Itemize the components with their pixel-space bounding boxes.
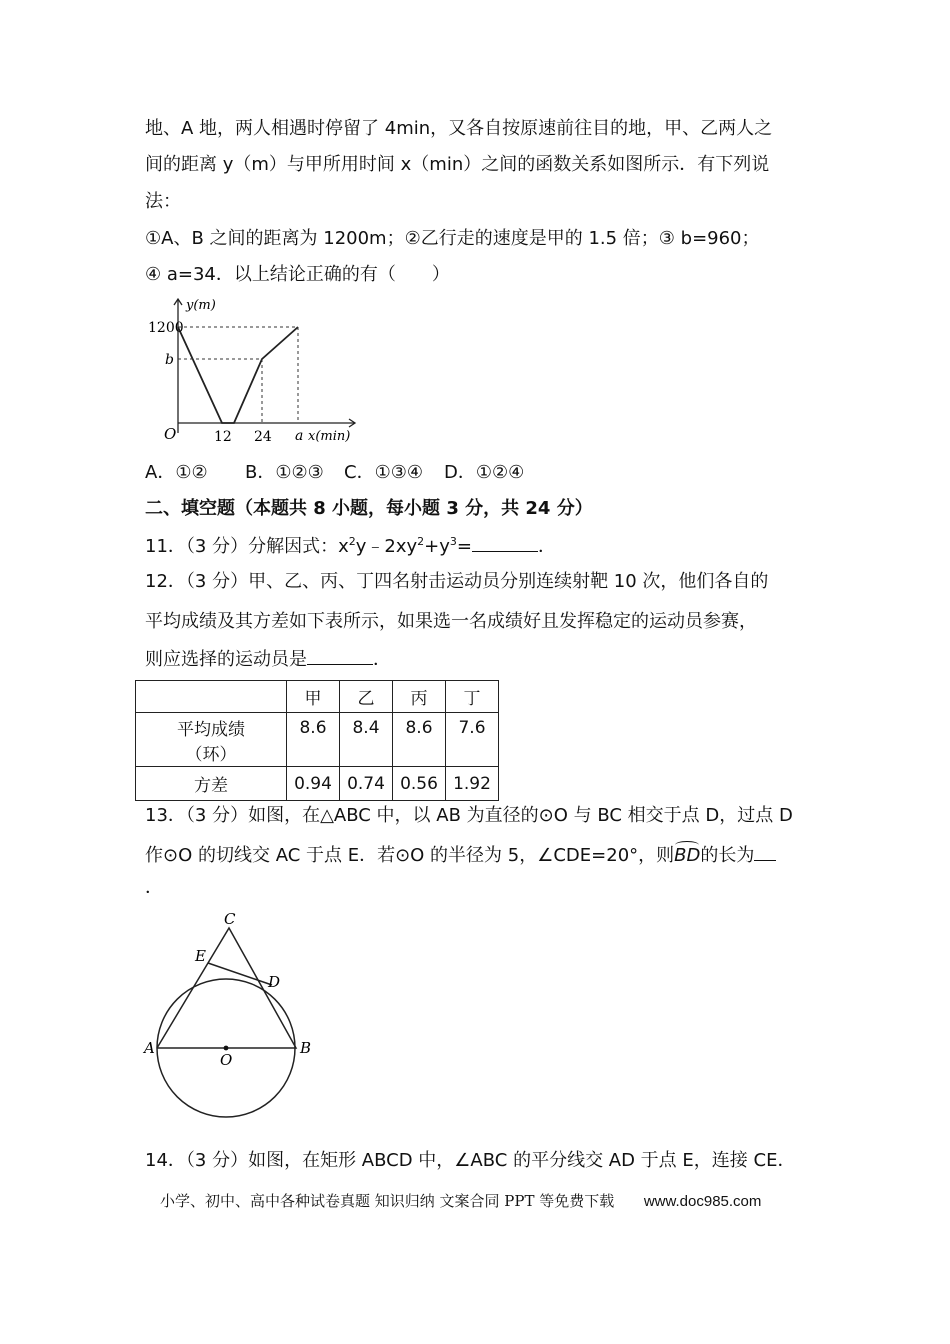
x-tick-24: 24 <box>254 429 272 445</box>
row-label-variance: 方差 <box>136 767 287 801</box>
q13-line-2: 作⊙O 的切线交 AC 于点 E．若⊙O 的半径为 5，∠CDE=20°，则BD的长为 <box>145 842 776 868</box>
q10-option-a: A．①② <box>145 462 208 483</box>
footer-text: 小学、初中、高中各种试卷真题 知识归纳 文案合同 PPT 等免费下载 <box>160 1192 615 1210</box>
q10-line-4: ①A、B 之间的距离为 1200m；②乙行走的速度是甲的 1.5 倍；③ b=960； <box>145 228 760 249</box>
footer <box>160 1190 761 1211</box>
q10-line-3: 法： <box>145 191 181 212</box>
footer-url: www.doc985.com <box>643 1193 762 1210</box>
label-d: D <box>268 973 281 991</box>
table-cell: 8.6 <box>393 713 446 767</box>
q10-option-d: D．①②④ <box>444 462 525 483</box>
header-yi: 乙 <box>340 681 393 713</box>
q11-answer-blank <box>472 533 538 552</box>
q10-line-1: 地、A 地，两人相遇时停留了 4min，又各自按原速前往目的地，甲、乙两人之 <box>145 118 773 139</box>
table-cell: 8.4 <box>340 713 393 767</box>
label-a: A <box>144 1039 155 1057</box>
table-cell: 7.6 <box>446 713 499 767</box>
q11-line: 11．（3 分）分解因式：$x^2y﹣2xy^2+y^3=$ ． <box>145 535 556 557</box>
row-label-average: 平均成绩 （环） <box>136 713 287 767</box>
q13-line-1: 13．（3 分）如图，在△ABC 中，以 AB 为直径的⊙O 与 BC 相交于点 D，过点 D <box>145 805 793 826</box>
table-header-row <box>136 681 499 713</box>
q10-graph <box>148 295 360 445</box>
q13-line-3: ． <box>145 877 163 898</box>
table-cell: 0.74 <box>340 767 393 801</box>
table-cell: 0.94 <box>287 767 340 801</box>
table-row <box>136 767 499 801</box>
label-c: C <box>224 910 236 928</box>
table-row <box>136 713 499 767</box>
q14-line-1: 14．（3 分）如图，在矩形 ABCD 中，∠ABC 的平分线交 AD 于点 E，连接 CE． <box>145 1150 796 1171</box>
q12-score-table <box>135 680 499 801</box>
q12-line-1: 12．（3 分）甲、乙、丙、丁四名射击运动员分别连续射靶 10 次，他们各自的 <box>145 571 769 592</box>
origin-label: O <box>164 425 177 443</box>
q10-line-2: 间的距离 y（m）与甲所用时间 x（min）之间的函数关系如图所示．有下列说 <box>145 154 770 175</box>
header-bing: 丙 <box>393 681 446 713</box>
q10-line-5: ④ a=34．以上结论正确的有（ ） <box>145 264 450 285</box>
q12-answer-blank <box>307 646 373 665</box>
q10-option-c: C．①③④ <box>344 462 423 483</box>
q10-option-b: B．①②③ <box>245 462 324 483</box>
table-cell: 1.92 <box>446 767 499 801</box>
q13-answer-blank <box>754 842 776 861</box>
x-axis-label: x(min) <box>308 429 351 444</box>
q12-line-2: 平均成绩及其方差如下表所示，如果选一名成绩好且发挥稳定的运动员参赛， <box>145 611 757 632</box>
label-e: E <box>195 947 206 965</box>
table-cell: 0.56 <box>393 767 446 801</box>
y-tick-b: b <box>165 352 174 368</box>
header-ding: 丁 <box>446 681 499 713</box>
arc-bd: BD <box>674 845 701 866</box>
x-tick-a: a <box>295 428 304 444</box>
y-tick-1200: 1200 <box>148 320 184 336</box>
q13-figure <box>140 905 325 1120</box>
label-o: O <box>220 1051 233 1069</box>
label-b: B <box>300 1039 312 1057</box>
header-jia: 甲 <box>287 681 340 713</box>
table-cell: 8.6 <box>287 713 340 767</box>
q12-line-3: 则应选择的运动员是 ． <box>145 646 391 672</box>
y-axis-label: y(m) <box>186 298 216 313</box>
section-heading: 二、填空题（本题共 8 小题，每小题 3 分，共 24 分） <box>145 498 593 519</box>
x-tick-12: 12 <box>214 429 232 445</box>
